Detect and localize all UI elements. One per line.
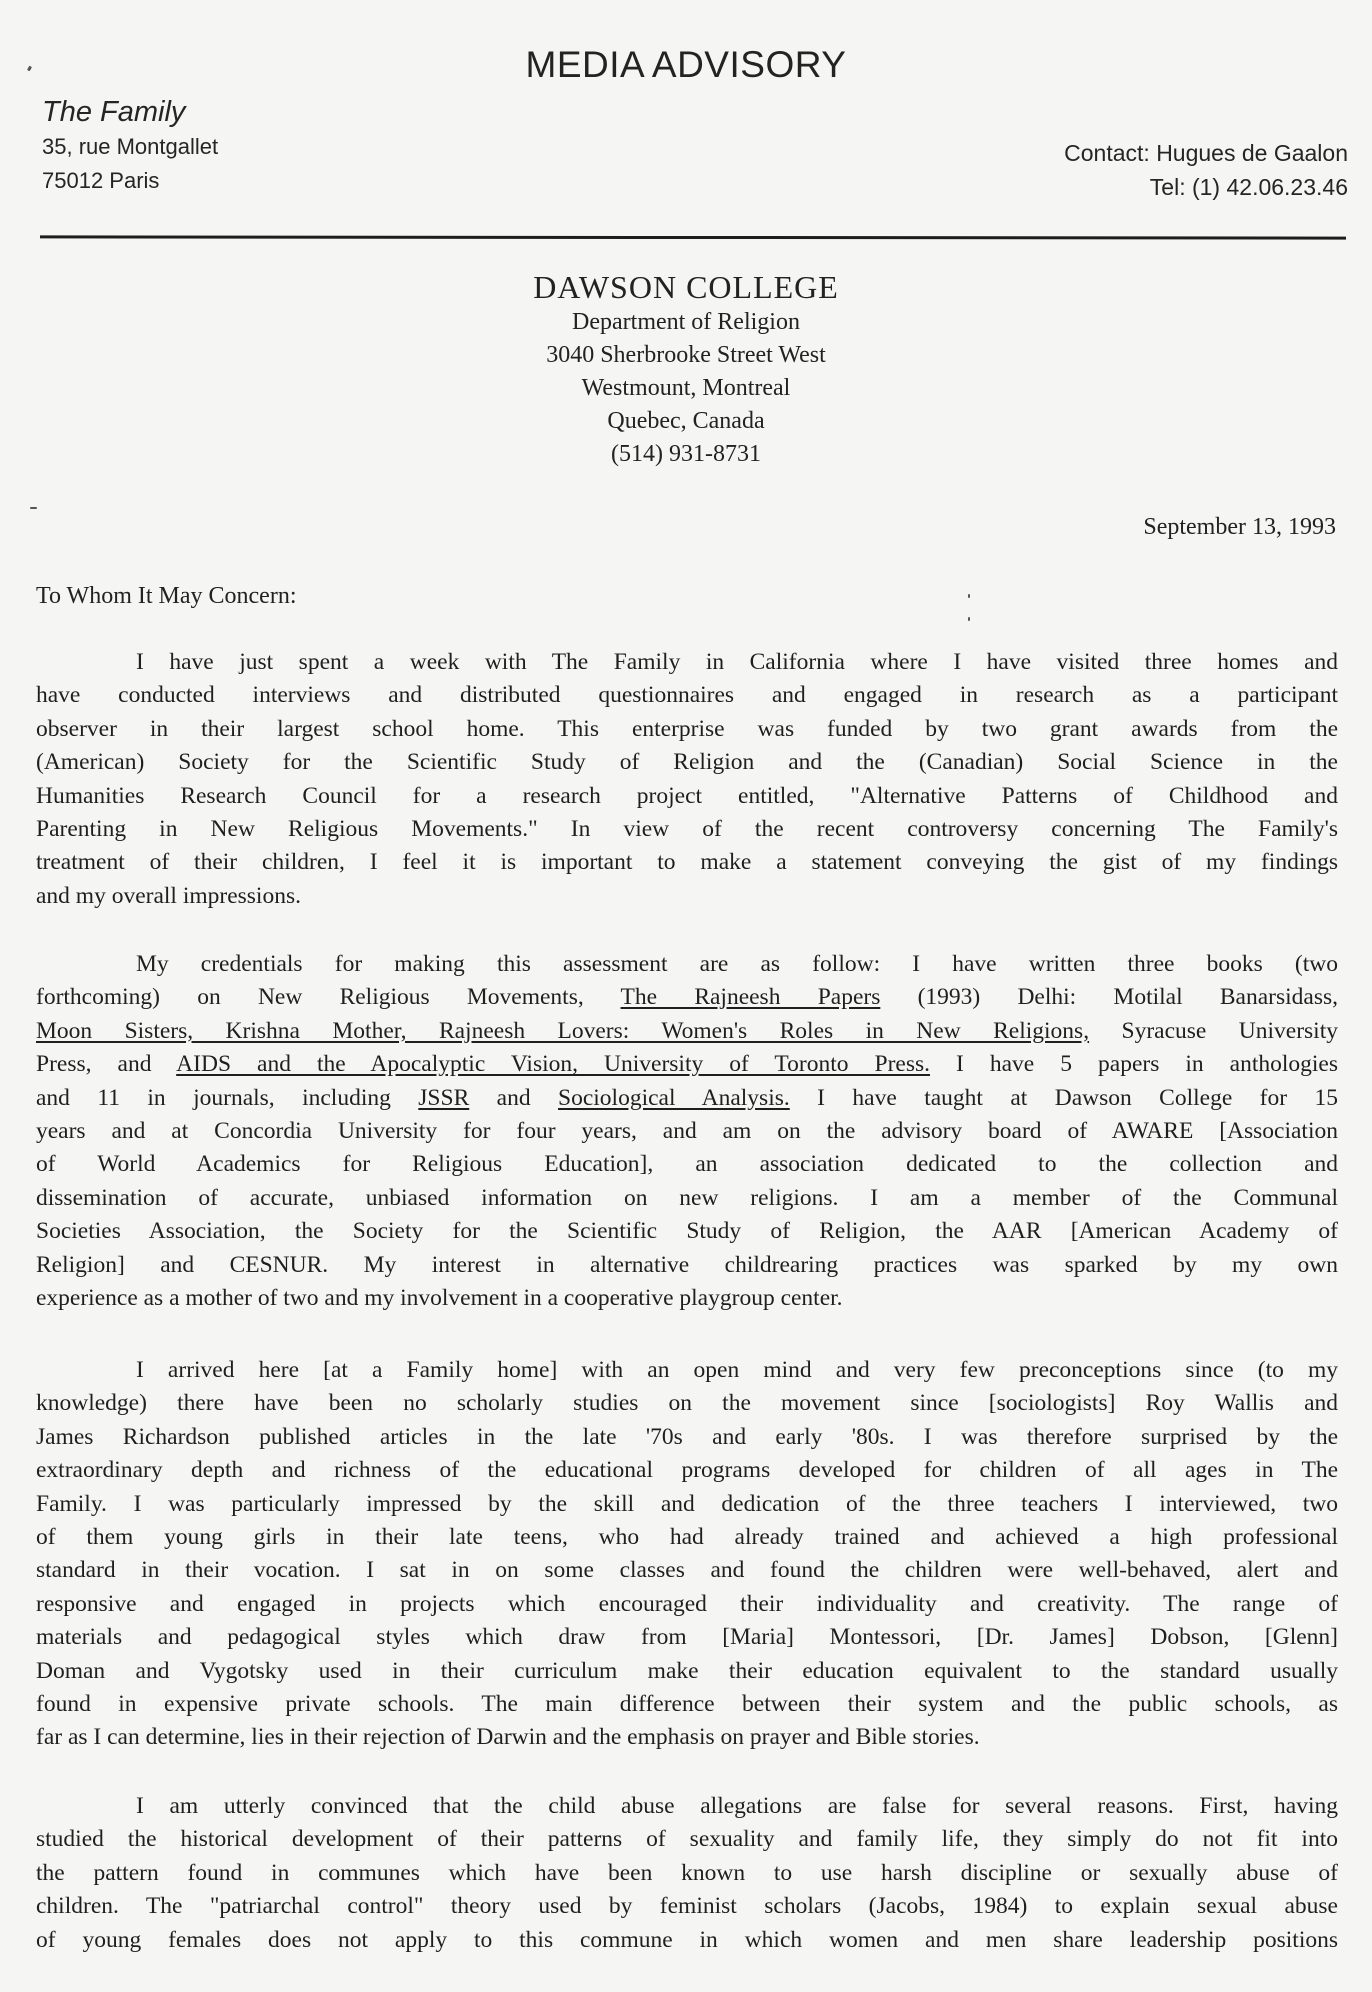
text-line: of World Academics for Religious Education], an association dedicated to the collection and xyxy=(36,1151,1338,1178)
text-line: dissemination of accurate, unbiased information on new religions. I am a member of the Communal xyxy=(36,1184,1338,1211)
text-segment: and xyxy=(469,1084,559,1111)
text-line: (American) Society for the Scientific Study of Religion and the (Canadian) Social Science in the xyxy=(36,749,1338,776)
sender-block xyxy=(42,94,218,198)
contact-name: Hugues de Gaalon xyxy=(1156,140,1348,166)
telephone-label: Tel: xyxy=(1149,174,1186,200)
paragraph-1 xyxy=(36,646,1338,913)
text-segment: Press, and xyxy=(36,1051,177,1078)
text-line: Parenting in New Religious Movements." In view of the recent controversy concerning The Family's xyxy=(36,815,1338,842)
text-line: the pattern found in communes which have been known to use harsh discipline or sexually abuse of xyxy=(36,1859,1338,1886)
contact-line xyxy=(1064,136,1348,170)
scan-speck xyxy=(968,617,970,621)
city: Westmount, Montreal xyxy=(581,375,791,401)
text-line: Humanities Research Council for a research project entitled, "Alternative Patterns of Childhood and xyxy=(36,782,1338,809)
text-line: observer in their largest school home. This enterprise was funded by two grant awards from the xyxy=(36,715,1338,742)
text-line xyxy=(36,1015,1338,1048)
text-line: Doman and Vygotsky used in their curriculum make their education equivalent to the standard usually xyxy=(36,1657,1338,1684)
contact-block xyxy=(1064,136,1348,204)
text-line: I arrived here [at a Family home] with an open mind and very few preconceptions since (to my xyxy=(136,1357,1338,1383)
text-segment: I have 5 papers in anthologies xyxy=(930,1051,1339,1078)
scan-speck xyxy=(30,507,37,509)
telephone-number: (1) 42.06.23.46 xyxy=(1191,174,1348,200)
text-line: standard in their vocation. I sat in on some classes and found the children were well-behaved, alert and xyxy=(36,1557,1338,1584)
college-phone: (514) 931-8731 xyxy=(611,441,761,467)
paragraph-4 xyxy=(36,1790,1338,1957)
text-line: children. The "patriarchal control" theory used by feminist scholars (Jacobs, 1984) to explain sexual abuse xyxy=(36,1893,1338,1920)
college-letterhead xyxy=(0,268,1372,471)
text-line: materials and pedagogical styles which draw from [Maria] Montessori, [Dr. James] Dobson, [Glenn] xyxy=(36,1624,1338,1651)
sender-address-line1: 35, rue Montgallet xyxy=(42,134,219,159)
text-line: Religion] and CESNUR. My interest in alternative childrearing practices was sparked by my own xyxy=(36,1251,1338,1278)
text-line: extraordinary depth and richness of the educational programs developed for children of all ages in The xyxy=(36,1457,1338,1484)
text-line: of young females does not apply to this commune in which women and men share leadership positions xyxy=(36,1926,1338,1953)
text-line: I have just spent a week with The Family in California where I have visited three homes and xyxy=(136,649,1338,675)
paragraph-2 xyxy=(36,948,1338,1315)
text-line: and my overall impressions. xyxy=(36,882,301,909)
department-name: Department of Religion xyxy=(572,309,800,335)
sender-address-line2: 75012 Paris xyxy=(42,168,160,193)
text-line xyxy=(36,981,1338,1014)
book-title-aids-apocalyptic-vision: AIDS and the Apocalyptic Vision, University of Toronto Press. xyxy=(176,1051,930,1078)
text-segment: (1993) Delhi: Motilal Banarsidass, xyxy=(880,984,1338,1011)
contact-label: Contact: xyxy=(1064,140,1150,166)
text-line: knowledge) there have been no scholarly studies on the movement since [sociologists] Roy Wallis and xyxy=(36,1390,1338,1417)
text-line: far as I can determine, lies in their rejection of Darwin and the emphasis on prayer and Bible stories. xyxy=(36,1724,980,1751)
text-line: I am utterly convinced that the child abuse allegations are false for several reasons. First, having xyxy=(136,1793,1338,1819)
text-line: treatment of their children, I feel it is important to make a statement conveying the gist of my findings xyxy=(36,849,1338,876)
text-segment: Syracuse University xyxy=(1089,1017,1338,1044)
institution-name: DAWSON COLLEGE xyxy=(533,269,839,305)
text-line: Family. I was particularly impressed by the skill and dedication of the three teachers I interviewed, two xyxy=(36,1490,1338,1517)
text-line xyxy=(36,1082,1338,1115)
region: Quebec, Canada xyxy=(607,408,765,434)
text-line: found in expensive private schools. The main difference between their system and the public schools, as xyxy=(36,1690,1338,1717)
salutation: To Whom It May Concern: xyxy=(36,583,297,609)
journal-title-sociological-analysis: Sociological Analysis. xyxy=(558,1084,790,1111)
text-segment: forthcoming) on New Religious Movements, xyxy=(36,984,621,1011)
journal-title-jssr: JSSR xyxy=(418,1084,470,1111)
text-line: have conducted interviews and distributed questionnaires and engaged in research as a participant xyxy=(36,682,1338,709)
header-divider xyxy=(40,235,1346,239)
book-title-rajneesh-papers: The Rajneesh Papers xyxy=(620,984,881,1011)
text-line xyxy=(36,1048,1338,1081)
text-line: My credentials for making this assessment are as follow: I have written three books (two xyxy=(136,951,1338,977)
scan-speck xyxy=(968,594,970,598)
text-line: James Richardson published articles in the late '70s and early '80s. I was therefore surprised by the xyxy=(36,1423,1338,1450)
text-segment: and 11 in journals, including xyxy=(36,1084,419,1111)
text-line: responsive and engaged in projects which encouraged their individuality and creativity. The range of xyxy=(36,1590,1338,1617)
text-line: Societies Association, the Society for the Scientific Study of Religion, the AAR [American Academy of xyxy=(36,1218,1338,1245)
book-title-moon-sisters: Moon Sisters, Krishna Mother, Rajneesh Lovers: Women's Roles in New Religions, xyxy=(36,1017,1090,1044)
sender-organization: The Family xyxy=(42,96,186,128)
telephone-line xyxy=(1064,170,1348,204)
text-line: of them young girls in their late teens, who had already trained and achieved a high professional xyxy=(36,1523,1338,1550)
text-segment: I have taught at Dawson College for 15 xyxy=(789,1084,1338,1111)
text-line: years and at Concordia University for four years, and am on the advisory board of AWARE [Association xyxy=(36,1117,1338,1144)
text-line: studied the historical development of their patterns of sexuality and family life, they simply do not fit into xyxy=(36,1826,1338,1853)
letter-date: September 13, 1993 xyxy=(1143,514,1336,540)
text-line: experience as a mother of two and my involvement in a cooperative playgroup center. xyxy=(36,1284,843,1311)
media-advisory-title: MEDIA ADVISORY xyxy=(525,44,847,85)
street-address: 3040 Sherbrooke Street West xyxy=(546,342,826,368)
paragraph-3 xyxy=(36,1354,1338,1755)
